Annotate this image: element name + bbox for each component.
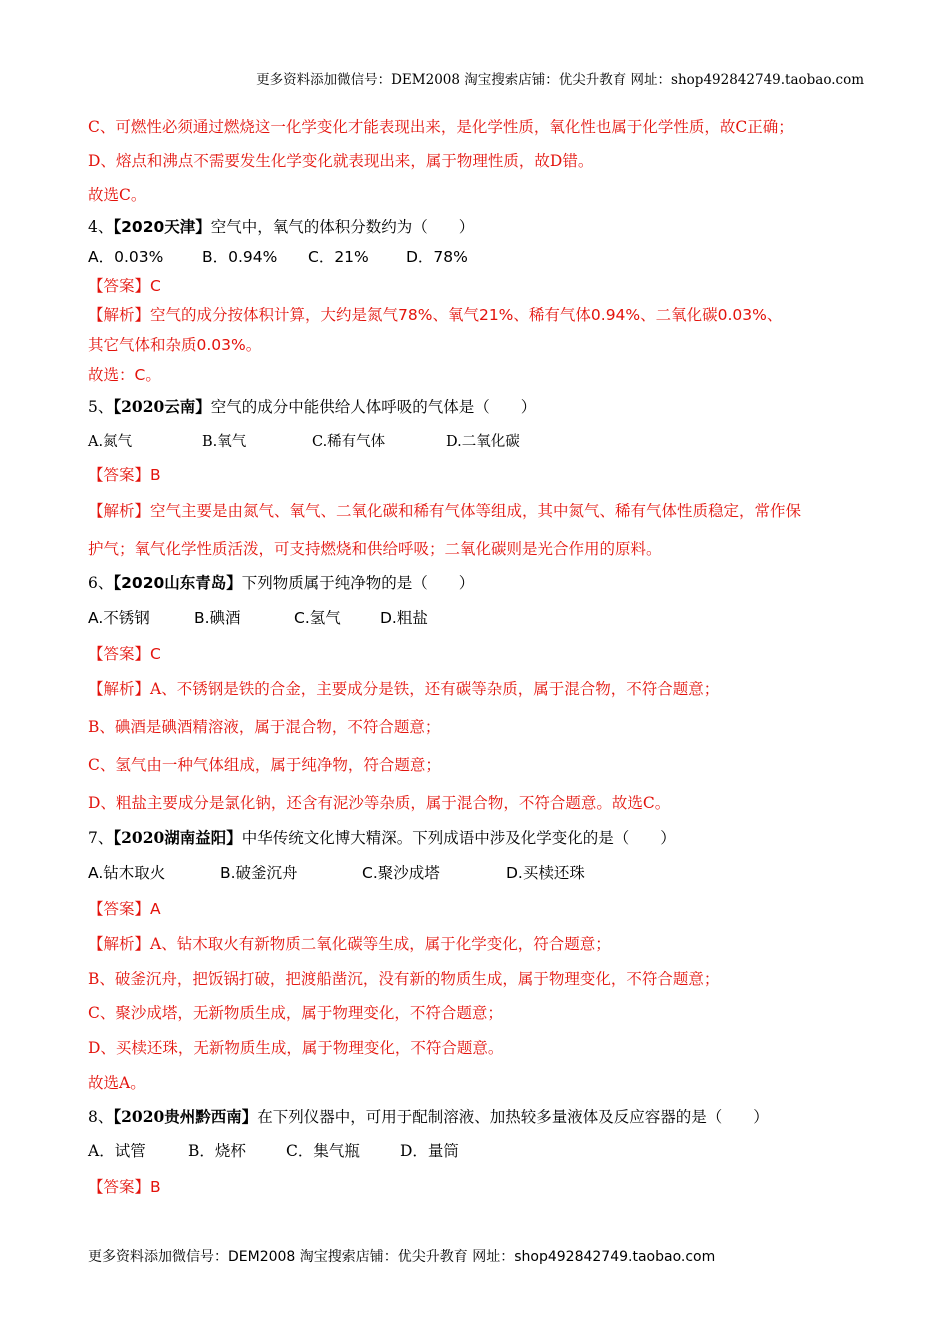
q8-answer: 【答案】B xyxy=(88,1178,161,1196)
q6-stem-line xyxy=(88,572,868,594)
q5-source: 【2020云南】 xyxy=(113,397,211,416)
q5-stem-line xyxy=(88,396,868,418)
q5-option-a: A.氮气 xyxy=(88,434,133,450)
q3-analysis-d: D、熔点和沸点不需要发生化学变化就表现出来，属于物理性质，故D错。 xyxy=(88,152,594,170)
q5-answer: 【答案】B xyxy=(88,466,161,484)
q6-stem: 下列物质属于纯净物的是（ ） xyxy=(241,574,475,592)
q6-analysis-4: D、粗盐主要成分是氯化钠，还含有泥沙等杂质，属于混合物，不符合题意。故选C。 xyxy=(88,794,671,812)
q7-option-d: D.买椟还珠 xyxy=(506,864,585,882)
q6-option-a: A.不锈钢 xyxy=(88,609,150,627)
q8-option-a: A．试管 xyxy=(88,1142,146,1160)
q5-option-b: B.氧气 xyxy=(202,434,247,450)
q7-option-c: C.聚沙成塔 xyxy=(362,864,440,882)
q6-source: 【2020山东青岛】 xyxy=(113,574,242,592)
q5-options xyxy=(88,431,868,453)
q5-number: 5、 xyxy=(88,398,114,416)
q6-answer: 【答案】C xyxy=(88,645,161,663)
q8-number: 8、 xyxy=(88,1108,114,1126)
q4-option-a: A．0.03% xyxy=(88,248,164,266)
q8-option-c: C．集气瓶 xyxy=(286,1142,360,1160)
q8-option-d: D．量筒 xyxy=(400,1142,459,1160)
q4-stem-line xyxy=(88,216,868,238)
q7-analysis-4: D、买椟还珠，无新物质生成，属于物理变化，不符合题意。 xyxy=(88,1039,504,1057)
q7-analysis-2: B、破釜沉舟，把饭锅打破，把渡船凿沉，没有新的物质生成，属于物理变化，不符合题意； xyxy=(88,970,720,988)
q7-stem-line xyxy=(88,827,868,849)
q7-analysis-1: 【解析】A、钻木取火有新物质二氧化碳等生成，属于化学变化，符合题意； xyxy=(88,935,611,953)
page-footer: 更多资料添加微信号：DEM2008 淘宝搜索店铺：优尖升教育 网址：shop492842749.taobao.com xyxy=(88,1249,716,1265)
q7-conclusion: 故选A。 xyxy=(88,1074,146,1092)
q7-analysis-3: C、聚沙成塔，无新物质生成，属于物理变化，不符合题意； xyxy=(88,1004,503,1022)
q6-analysis-2: B、碘酒是碘酒精溶液，属于混合物，不符合题意； xyxy=(88,718,441,736)
q7-option-b: B.破釜沉舟 xyxy=(220,864,298,882)
q7-answer: 【答案】A xyxy=(88,900,161,918)
q4-conclusion: 故选：C。 xyxy=(88,366,161,384)
q8-option-b: B．烧杯 xyxy=(188,1142,246,1160)
q4-option-d: D．78% xyxy=(406,248,468,266)
q3-analysis-c: C、可燃性必须通过燃烧这一化学变化才能表现出来，是化学性质，氧化性也属于化学性质，故C正确； xyxy=(88,118,794,136)
q5-option-d: D.二氧化碳 xyxy=(446,434,520,450)
q4-analysis-1: 【解析】空气的成分按体积计算，大约是氮气78%、氧气21%、稀有气体0.94%、二氧化碳0.03%、 xyxy=(88,306,783,324)
q4-stem: 空气中，氧气的体积分数约为（ ） xyxy=(210,218,475,236)
q8-stem-line xyxy=(88,1106,868,1128)
q6-analysis-3: C、氢气由一种气体组成，属于纯净物，符合题意； xyxy=(88,756,441,774)
q6-option-c: C.氢气 xyxy=(294,609,341,627)
q4-source: 【2020天津】 xyxy=(113,218,211,236)
q6-option-b: B.碘酒 xyxy=(194,609,241,627)
q4-number: 4、 xyxy=(88,218,114,236)
q8-stem: 在下列仪器中，可用于配制溶液、加热较多量液体及反应容器的是（ ） xyxy=(257,1108,769,1126)
q8-source: 【2020贵州黔西南】 xyxy=(113,1107,258,1126)
q6-number: 6、 xyxy=(88,574,114,592)
q7-number: 7、 xyxy=(88,829,114,847)
q4-options xyxy=(88,246,868,268)
q7-option-a: A.钻木取火 xyxy=(88,864,166,882)
q7-source: 【2020湖南益阳】 xyxy=(113,828,242,847)
q5-stem: 空气的成分中能供给人体呼吸的气体是（ ） xyxy=(210,398,537,416)
q5-option-c: C.稀有气体 xyxy=(312,434,386,450)
q6-options xyxy=(88,607,868,629)
q7-stem: 中华传统文化博大精深。下列成语中涉及化学变化的是（ ） xyxy=(241,829,676,847)
q3-conclusion: 故选C。 xyxy=(88,186,147,204)
q6-option-d: D.粗盐 xyxy=(380,609,428,627)
q8-options xyxy=(88,1140,868,1162)
q4-answer: 【答案】C xyxy=(88,277,161,295)
q4-option-b: B．0.94% xyxy=(202,248,278,266)
q5-analysis-1: 【解析】空气主要是由氮气、氧气、二氧化碳和稀有气体等组成，其中氮气、稀有气体性质稳定，常作保 xyxy=(88,502,802,520)
q5-analysis-2: 护气；氧气化学性质活泼，可支持燃烧和供给呼吸；二氧化碳则是光合作用的原料。 xyxy=(88,540,662,558)
q4-option-c: C．21% xyxy=(308,248,369,266)
q4-analysis-2: 其它气体和杂质0.03%。 xyxy=(88,336,262,354)
q7-options xyxy=(88,862,868,884)
page-header: 更多资料添加微信号：DEM2008 淘宝搜索店铺：优尖升教育 网址：shop492842749.taobao.com xyxy=(256,72,864,88)
q6-analysis-1: 【解析】A、不锈钢是铁的合金，主要成分是铁，还有碳等杂质，属于混合物，不符合题意； xyxy=(88,680,720,698)
